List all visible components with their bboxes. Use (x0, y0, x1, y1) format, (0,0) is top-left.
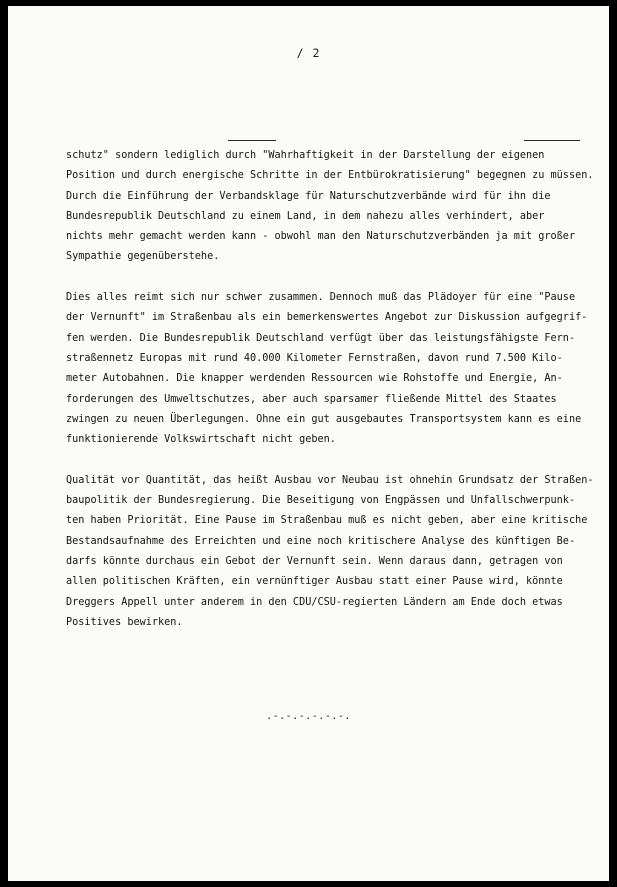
separator-rule-left (228, 140, 276, 141)
text-line: funktionierende Volkswirtschaft nicht geben. (66, 434, 336, 446)
text-line: meter Autobahnen. Die knapper werdenden Ressourcen wie Rohstoffe und Energie, An- (66, 373, 563, 385)
text-line: allen politischen Kräften, ein vernünftiger Ausbau statt einer Pause wird, könnte (66, 576, 563, 588)
text-line: straßennetz Europas mit rund 40.000 Kilometer Fernstraßen, davon rund 7.500 Kilo- (66, 352, 563, 364)
paragraph-2 (66, 288, 588, 450)
text-line: baupolitik der Bundesregierung. Die Beseitigung von Engpässen und Unfallschwerpunk- (66, 495, 576, 507)
page-number: / 2 (296, 46, 321, 60)
text-line: fen werden. Die Bundesrepublik Deutschland verfügt über das leistungsfähigste Fern- (66, 332, 576, 344)
text-line: Durch die Einführung der Verbandsklage für Naturschutzverbände wird für ihn die (66, 190, 551, 202)
text-line: ten haben Priorität. Eine Pause im Straßenbau muß es nicht geben, aber eine kritische (66, 515, 588, 527)
text-line: Positives bewirken. (66, 616, 183, 628)
text-line: der Vernunft" im Straßenbau als ein bemerkenswertes Angebot zur Diskussion aufgegrif- (66, 312, 588, 324)
text-line: Bestandsaufnahme des Erreichten und eine noch kritischere Analyse des künftigen Be- (66, 535, 576, 547)
text-line: Dreggers Appell unter anderem in den CDU/CSU-regierten Ländern am Ende doch etwas (66, 596, 563, 608)
text-line: Bundesrepublik Deutschland zu einem Land, in dem nahezu alles verhindert, aber (66, 210, 545, 222)
paragraph-3 (66, 471, 594, 633)
text-line: Dies alles reimt sich nur schwer zusammen. Dennoch muß das Plädoyer für eine "Pause (66, 292, 576, 304)
text-line: Qualität vor Quantität, das heißt Ausbau vor Neubau ist ohnehin Grundsatz der Straßen- (66, 474, 594, 486)
text-line: Position und durch energische Schritte in der Entbürokratisierung" begegnen zu müssen. (66, 170, 594, 182)
text-line: nichts mehr gemacht werden kann - obwohl man den Naturschutzverbänden ja mit großer (66, 231, 576, 243)
document-page (8, 6, 609, 881)
text-line: Sympathie gegenüberstehe. (66, 251, 220, 263)
separator-rule-right (524, 140, 580, 141)
paragraph-1 (66, 146, 594, 268)
document-body (66, 146, 594, 653)
end-marker: .-.-.-.-.-.-. (266, 711, 351, 722)
text-line: schutz" sondern lediglich durch "Wahrhaftigkeit in der Darstellung der eigenen (66, 150, 545, 161)
text-line: darfs könnte durchaus ein Gebot der Vernunft sein. Wenn daraus dann, getragen von (66, 555, 563, 567)
text-line: zwingen zu neuen Überlegungen. Ohne ein gut ausgebautes Transportsystem kann es eine (66, 413, 582, 425)
text-line: forderungen des Umweltschutzes, aber auch sparsamer fließende Mittel des Staates (66, 393, 557, 405)
